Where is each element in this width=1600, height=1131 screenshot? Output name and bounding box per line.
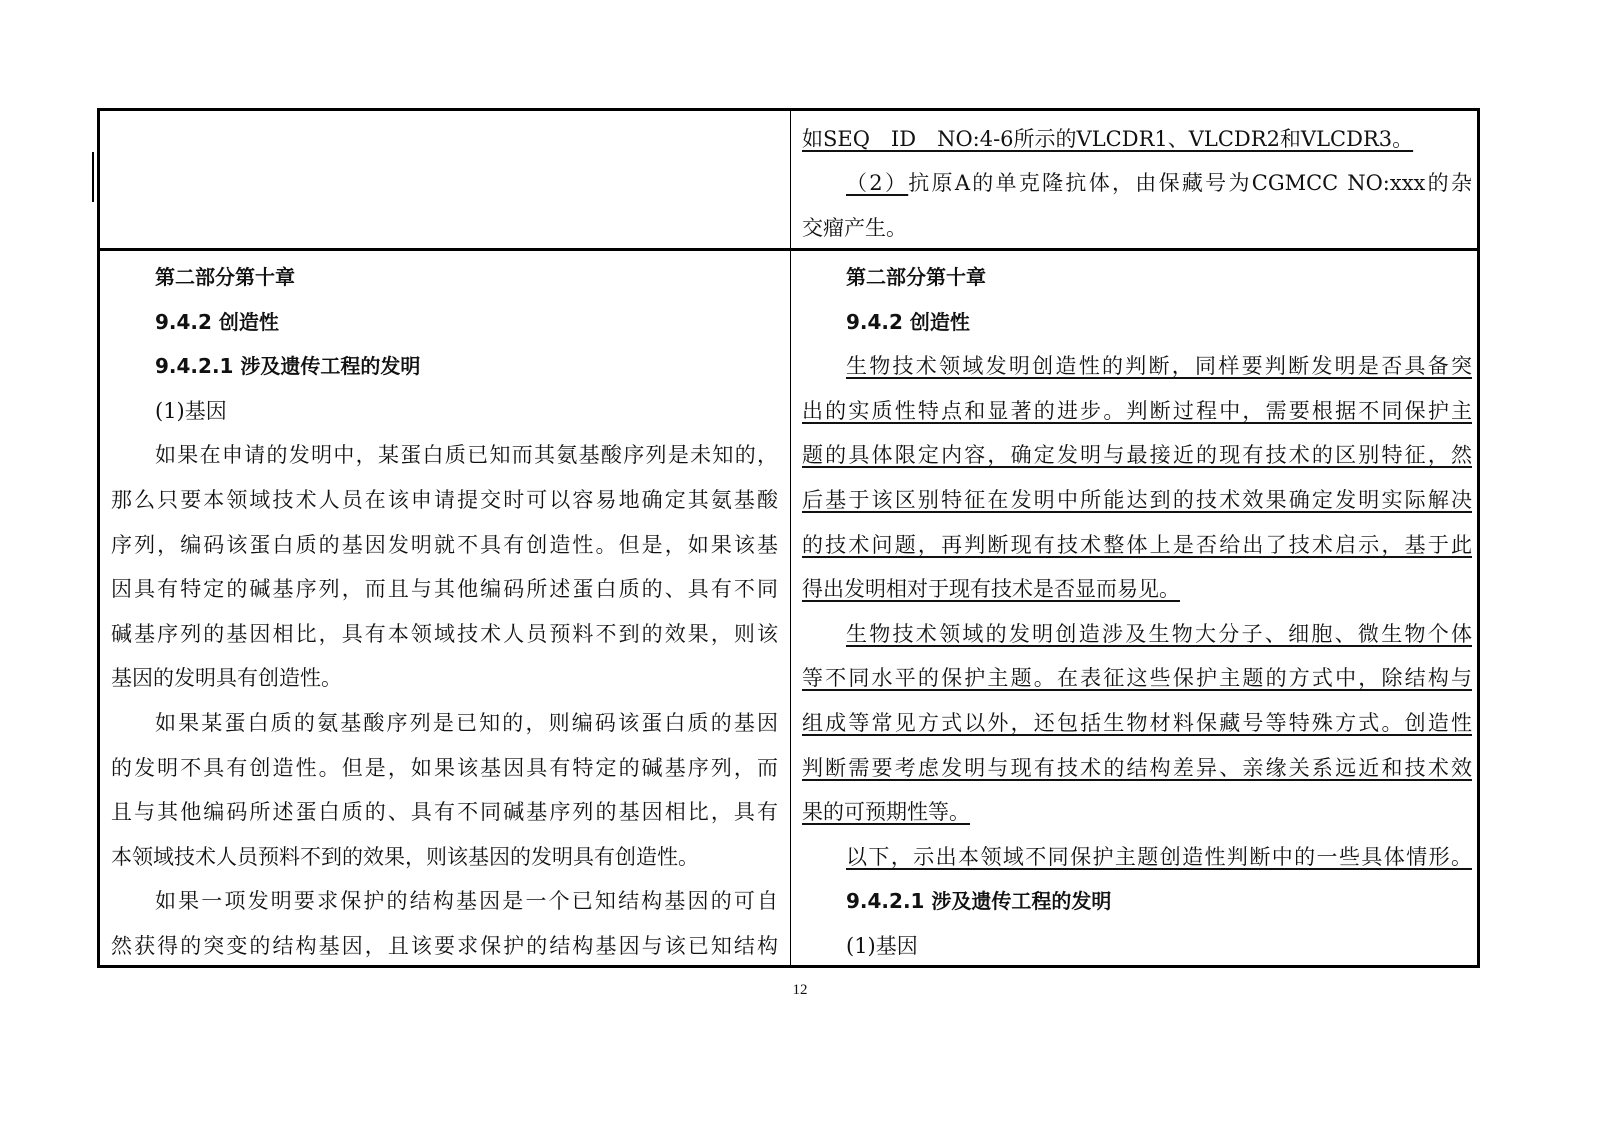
text-line: 出的实质性特点和显著的进步。判断过程中，需要根据不同保护主	[802, 398, 1472, 423]
subsubsection-heading: 9.4.2.1 涉及遗传工程的发明	[846, 889, 1112, 914]
left-column	[103, 251, 786, 968]
text-line: 的发明不具有创造性。但是，如果该基因具有特定的碱基序列，而	[111, 755, 778, 780]
subsection-heading: 9.4.2 创造性	[155, 309, 279, 334]
text-line: 如果某蛋白质的氨基酸序列是已知的，则编码该蛋白质的基因	[155, 710, 778, 735]
revision-margin-bar	[92, 152, 94, 202]
column-divider	[790, 111, 791, 965]
text-line: 生物技术领域发明创造性的判断，同样要判断发明是否具备突	[846, 354, 1472, 379]
text-line: 等不同水平的保护主题。在表征这些保护主题的方式中，除结构与	[802, 666, 1472, 691]
text-line: 本领域技术人员预料不到的效果，则该基因的发明具有创造性。	[111, 844, 699, 869]
text-line: 题的具体限定内容，确定发明与最接近的现有技术的区别特征，然	[802, 443, 1472, 468]
text-line: 然获得的突变的结构基因，且该要求保护的结构基因与该已知结构	[111, 933, 778, 958]
text-line: 碱基序列的基因相比，具有本领域技术人员预料不到的效果，则该	[111, 621, 778, 646]
text-line: 因具有特定的碱基序列，而且与其他编码所述蛋白质的、具有不同	[111, 577, 778, 602]
text-line: 基因的发明具有创造性。	[111, 666, 342, 691]
text-line	[802, 161, 1472, 206]
text-line: 组成等常见方式以外，还包括生物材料保藏号等特殊方式。创造性	[802, 710, 1472, 735]
right-column	[794, 251, 1480, 968]
section-heading: 第二部分第十章	[155, 265, 295, 289]
text-line: 以下，示出本领域不同保护主题创造性判断中的一些具体情形。	[846, 844, 1472, 869]
text-line: 如果在申请的发明中，某蛋白质已知而其氨基酸序列是未知的，	[155, 443, 778, 468]
text-line: 后基于该区别特征在发明中所能达到的技术效果确定发明实际解决	[802, 487, 1472, 512]
section-heading: 第二部分第十章	[846, 265, 986, 289]
text-line: 那么只要本领域技术人员在该申请提交时可以容易地确定其氨基酸	[111, 487, 778, 512]
text-line: 的技术问题，再判断现有技术整体上是否给出了技术启示，基于此	[802, 532, 1472, 557]
subsubsection-heading: 9.4.2.1 涉及遗传工程的发明	[155, 354, 421, 379]
text-line: 且与其他编码所述蛋白质的、具有不同碱基序列的基因相比，具有	[111, 800, 778, 825]
text-line: 如SEQ ID NO:4-6所示的VLCDR1、VLCDR2和VLCDR3。	[802, 127, 1414, 151]
item-label: (1)基因	[846, 933, 918, 958]
text-line: 如果一项发明要求保护的结构基因是一个已知结构基因的可自	[155, 889, 778, 914]
subsection-heading: 9.4.2 创造性	[846, 309, 970, 334]
text-line: 交瘤产生。	[802, 215, 907, 240]
underlined-fragment: （2）	[846, 171, 909, 195]
item-label: (1)基因	[155, 398, 227, 423]
text-line: 得出发明相对于现有技术是否显而易见。	[802, 577, 1180, 602]
top-right-cell	[794, 111, 1480, 247]
comparison-table	[97, 108, 1480, 968]
text-fragment: 抗原A的单克隆抗体，由保藏号为CGMCC NO:xxx的杂	[908, 171, 1472, 195]
text-line: 生物技术领域的发明创造涉及生物大分子、细胞、微生物个体	[846, 621, 1472, 646]
text-line: 果的可预期性等。	[802, 800, 970, 825]
text-line: 判断需要考虑发明与现有技术的结构差异、亲缘关系远近和技术效	[802, 755, 1472, 780]
text-line: 序列，编码该蛋白质的基因发明就不具有创造性。但是，如果该基	[111, 532, 778, 557]
page-number: 12	[792, 982, 808, 998]
